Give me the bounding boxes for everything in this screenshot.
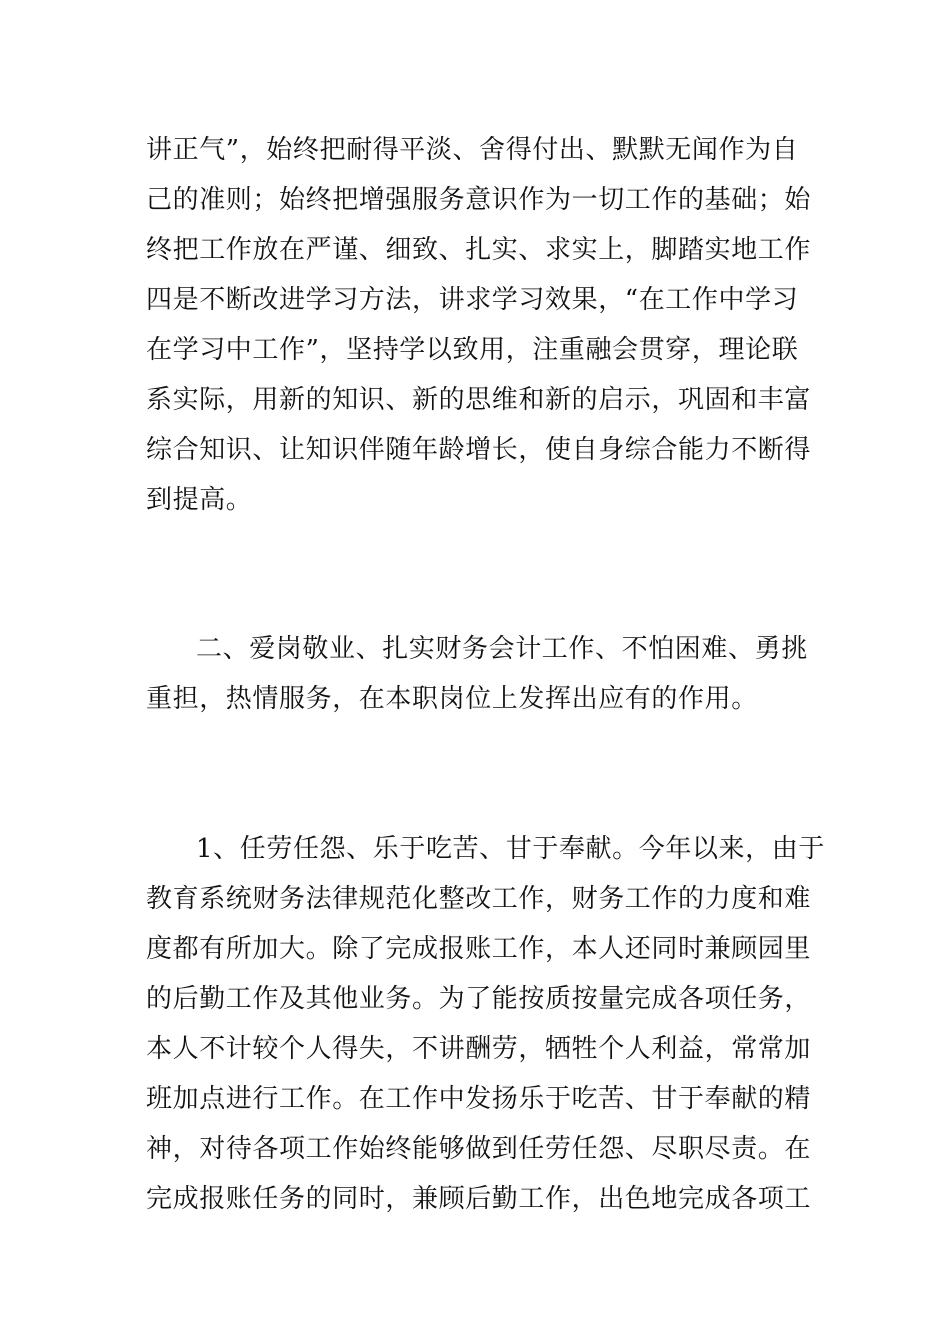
text-line: 本人不计较个人得失，不讲酬劳，牺牲个人利益，常常加 [146, 1034, 812, 1064]
text-line: 完成报账任务的同时，兼顾后勤工作，出色地完成各项工 [146, 1184, 812, 1214]
text-line: 重担，热情服务，在本职岗位上发挥出应有的作用。 [146, 684, 758, 714]
text-line: 四是不断改进学习方法，讲求学习效果，“在工作中学习 [146, 285, 799, 315]
text-line: 的后勤工作及其他业务。为了能按质按量完成各项任务， [146, 984, 812, 1014]
text-line: 1、任劳任怨、乐于吃苦、甘于奉献。今年以来，由于 [196, 834, 825, 864]
text-line: 综合知识、让知识伴随年龄增长，使自身综合能力不断得 [146, 435, 812, 465]
text-line: 二、爱岗敬业、扎实财务会计工作、不怕困难、勇挑 [196, 634, 808, 664]
text-line: 己的准则；始终把增强服务意识作为一切工作的基础；始 [146, 185, 812, 215]
text-line: 系实际，用新的知识、新的思维和新的启示，巩固和丰富 [146, 385, 812, 415]
text-line: 讲正气”，始终把耐得平淡、舍得付出、默默无闻作为自 [146, 135, 799, 165]
text-line: 班加点进行工作。在工作中发扬乐于吃苦、甘于奉献的精 [146, 1084, 812, 1114]
text-line: 度都有所加大。除了完成报账工作，本人还同时兼顾园里 [146, 934, 812, 964]
text-line: 教育系统财务法律规范化整改工作，财务工作的力度和难 [146, 884, 812, 914]
text-line: 到提高。 [146, 485, 253, 515]
text-line: 终把工作放在严谨、细致、扎实、求实上，脚踏实地工作 [146, 235, 812, 265]
text-line: 在学习中工作”，坚持学以致用，注重融会贯穿，理论联 [146, 335, 799, 365]
text-line: 神，对待各项工作始终能够做到任劳任怨、尽职尽责。在 [146, 1134, 812, 1164]
